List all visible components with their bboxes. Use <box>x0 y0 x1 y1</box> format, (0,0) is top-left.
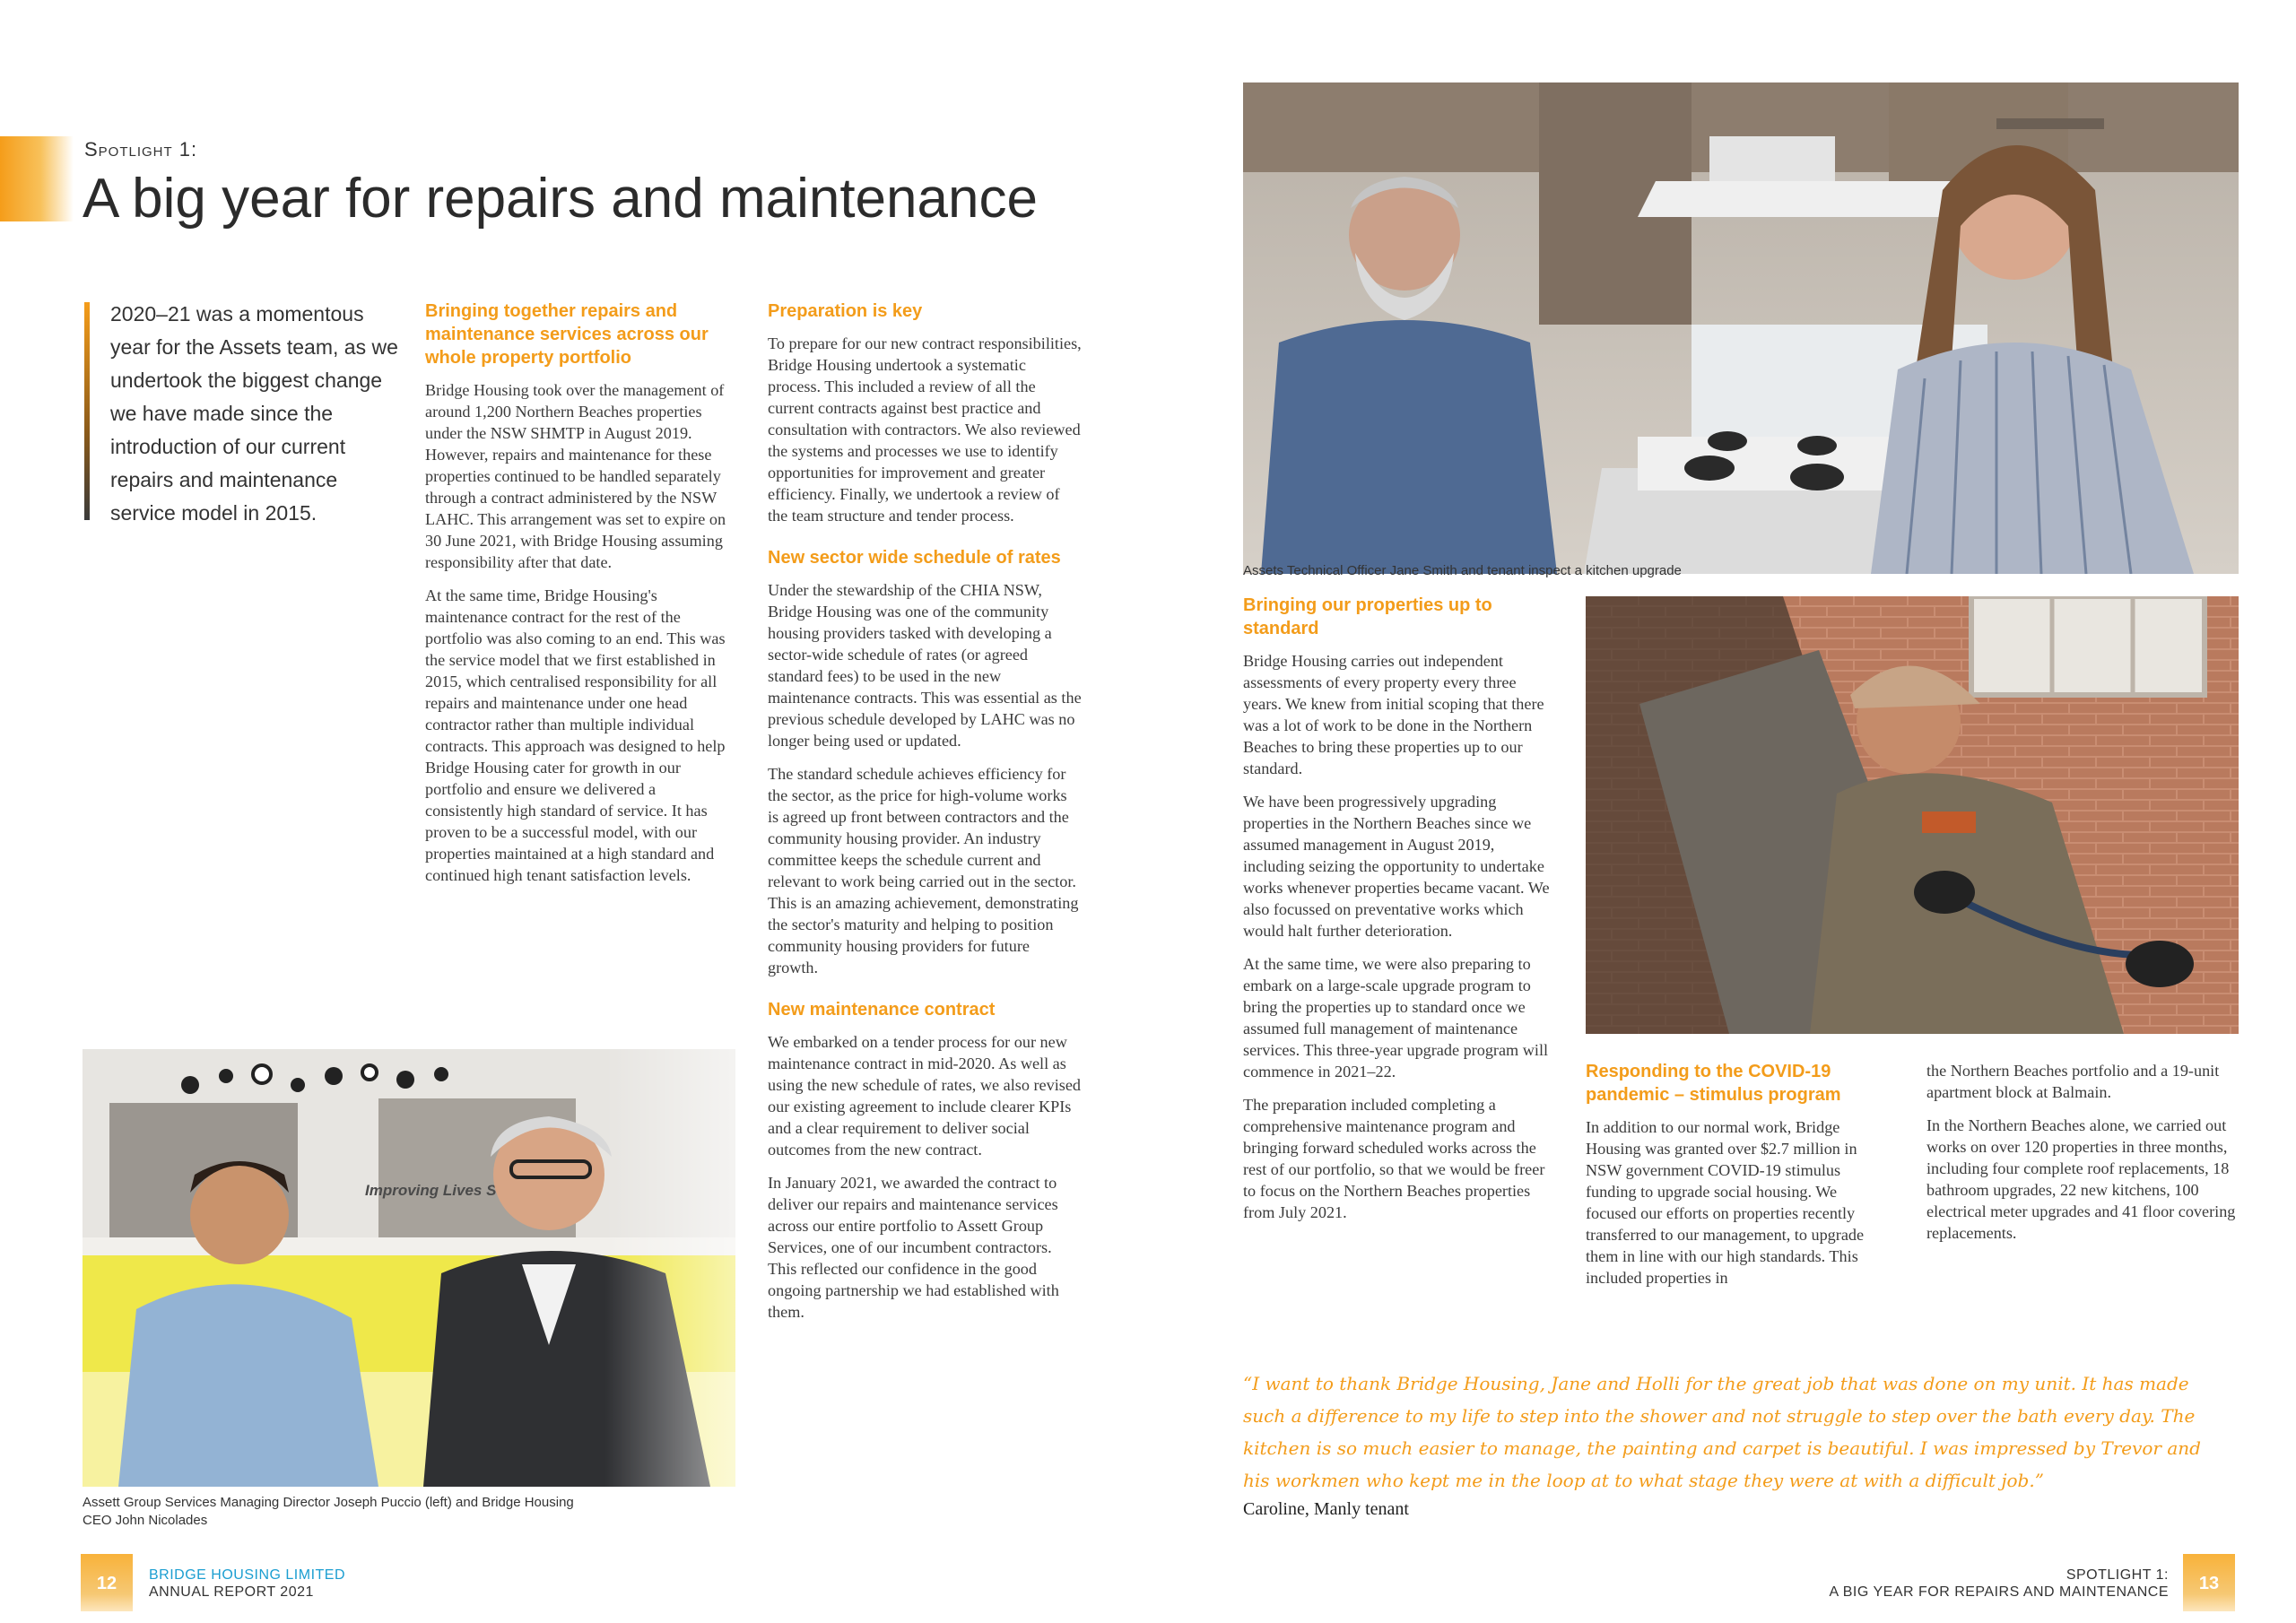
page-number-box-left <box>81 1554 133 1611</box>
page-title: A big year for repairs and maintenance <box>83 168 1038 230</box>
paragraph: At the same time, we were also preparing to embark on a large-scale upgrade program to bring the properties up to standard once we assumed full management of maintenance services. This three-year upgrade program will commence in 2021–22. <box>1243 955 1549 1081</box>
footer-spotlight-title: A BIG YEAR FOR REPAIRS AND MAINTENANCE <box>1829 1584 2169 1600</box>
heading-schedule: New sector wide schedule of rates <box>768 548 1061 568</box>
page-number-left: 12 <box>96 1574 117 1593</box>
kitchen-photo-caption: Assets Technical Officer Jane Smith and tenant inspect a kitchen upgrade <box>1243 563 1682 578</box>
footer-spotlight-label: SPOTLIGHT 1: <box>2066 1567 2169 1583</box>
ceo-photo <box>83 1049 735 1487</box>
paragraph: In January 2021, we awarded the contract to deliver our repairs and maintenance services across our entire portfolio to Assett Group Services, one of our incumbent contractors. This reflected our confidence in the good ongoing partnership we had established with them. <box>768 1174 1059 1321</box>
spotlight-label: Spotlight 1: <box>84 138 198 161</box>
intro-paragraph: 2020–21 was a momentous year for the Assets team, as we undertook the biggest change we have made since the introduction of our current repairs and maintenance service model in 2015. <box>110 302 398 525</box>
footer-report-name: ANNUAL REPORT 2021 <box>149 1584 314 1600</box>
footer-org-name: BRIDGE HOUSING LIMITED <box>149 1567 346 1583</box>
ceo-photo-caption: Assett Group Services Managing Director Joseph Puccio (left) and Bridge Housing CEO John Nicolades <box>83 1495 574 1528</box>
paragraph: At the same time, Bridge Housing's maintenance contract for the rest of the portfolio was also coming to an end. This was the service model that we first established in 2015, which centralised responsibility for all repairs and maintenance under one head contractor rather than multiple individual contracts. This approach was designed to help Bridge Housing cater for growth in our portfolio and ensure we delivered a consistently high standard of service. It has proven to be a successful model, with our properties maintained at a high standard and continued high tenant satisfaction levels. <box>425 586 726 884</box>
paragraph: In addition to our normal work, Bridge Housing was granted over $2.7 million in NSW government COVID-19 stimulus funding to upgrade social housing. We focused our efforts on properties recently transferred to our management, to upgrade them in line with our high standards. This included properties in <box>1586 1118 1865 1287</box>
heading-covid: Responding to the COVID-19 pandemic – stimulus program <box>1586 1062 1841 1105</box>
quote-author: Caroline, Manly tenant <box>1243 1499 1409 1519</box>
column-3 <box>1243 594 1557 1235</box>
heading-standard: Bringing our properties up to standard <box>1243 595 1492 638</box>
paragraph: Bridge Housing carries out independent assessments of every property every three years. We knew from initial scoping that there was a lot of work to be done in the Northern Beaches to bring these properties up to our standard. <box>1243 652 1544 777</box>
column-1 <box>425 299 730 898</box>
heading-preparation: Preparation is key <box>768 301 923 321</box>
paragraph: The preparation included completing a comprehensive maintenance program and bringing forward scheduled works across the rest of our portfolio, so that we would be freer to focus on the Northern Beaches properties from July 2021. <box>1243 1096 1545 1221</box>
column-5 <box>1926 1060 2240 1255</box>
page-number-box-right <box>2183 1554 2235 1611</box>
paragraph: the Northern Beaches portfolio and a 19-unit apartment block at Balmain. <box>1926 1062 2220 1101</box>
paragraph: We embarked on a tender process for our new maintenance contract in mid-2020. As well as using the new schedule of rates, we also revised our existing agreement to include clearer KPIs and a clear requirement to deliver social outcomes from the new contract. <box>768 1033 1081 1159</box>
heading-new-contract: New maintenance contract <box>768 1000 996 1020</box>
column-4 <box>1586 1060 1891 1300</box>
intro-bar <box>84 302 90 520</box>
paragraph: The standard schedule achieves efficiency for the sector, as the price for high-volume works is agreed up front between contractors and the community housing provider. An industry committee keeps the schedule current and relevant to work being carried out in the sector. This is an amazing achievement, demonstrating the sector's maturity and helping to position community housing providers for future growth. <box>768 765 1079 976</box>
paragraph: Under the stewardship of the CHIA NSW, Bridge Housing was one of the community housing providers tasked with developing a sector-wide schedule of rates (or agreed standard fees) to be used in the new maintenance contracts. This was essential as the previous schedule developed by LAHC was no longer being used or updated. <box>768 581 1082 750</box>
paragraph: Bridge Housing took over the management of around 1,200 Northern Beaches properties under the NSW SHMTP in August 2019. However, repairs and maintenance for these properties continued to be handled separately through a contract administered by the NSW LAHC. This arrangement was set to expire on 30 June 2021, with Bridge Housing assuming responsibility after that date. <box>425 381 726 571</box>
paragraph: To prepare for our new contract responsibilities, Bridge Housing undertook a systematic process. This included a review of all the current contracts against best practice and consultation with contractors. We also reviewed the systems and processes we use to identify opportunities for improvement and greater efficiency. Finally, we undertook a review of the team structure and tender process. <box>768 334 1082 525</box>
column-2 <box>768 299 1082 1334</box>
page-number-right: 13 <box>2198 1574 2220 1593</box>
kitchen-photo <box>1243 82 2239 574</box>
paragraph: In the Northern Beaches alone, we carried out works on over 120 properties in three months, including four complete roof replacements, 18 bathroom upgrades, 22 new kitchens, 100 electrical meter upgrades and 41 floor covering replacements. <box>1926 1116 2236 1242</box>
worker-photo <box>1586 596 2239 1034</box>
tenant-quote: “I want to thank Bridge Housing, Jane and Holli for the great job that was done on my unit. It has made such a difference to my life to step into the shower and not struggle to step over the bath every day. The kitchen is so much easier to manage, the painting and carpet is beautiful. I was impressed by Trevor and his workmen who kept me in the loop at to what stage they were at with a difficult job.” <box>1243 1373 2201 1491</box>
paragraph: We have been progressively upgrading properties in the Northern Beaches since we assumed management in August 2019, including seizing the opportunity to undertake works whenever properties became vacant. We also focussed on preventative works which would halt further deterioration. <box>1243 793 1550 940</box>
heading-bringing-together: Bringing together repairs and maintenance services across our whole property portfolio <box>425 301 709 368</box>
spotlight-accent-tab <box>0 136 74 221</box>
